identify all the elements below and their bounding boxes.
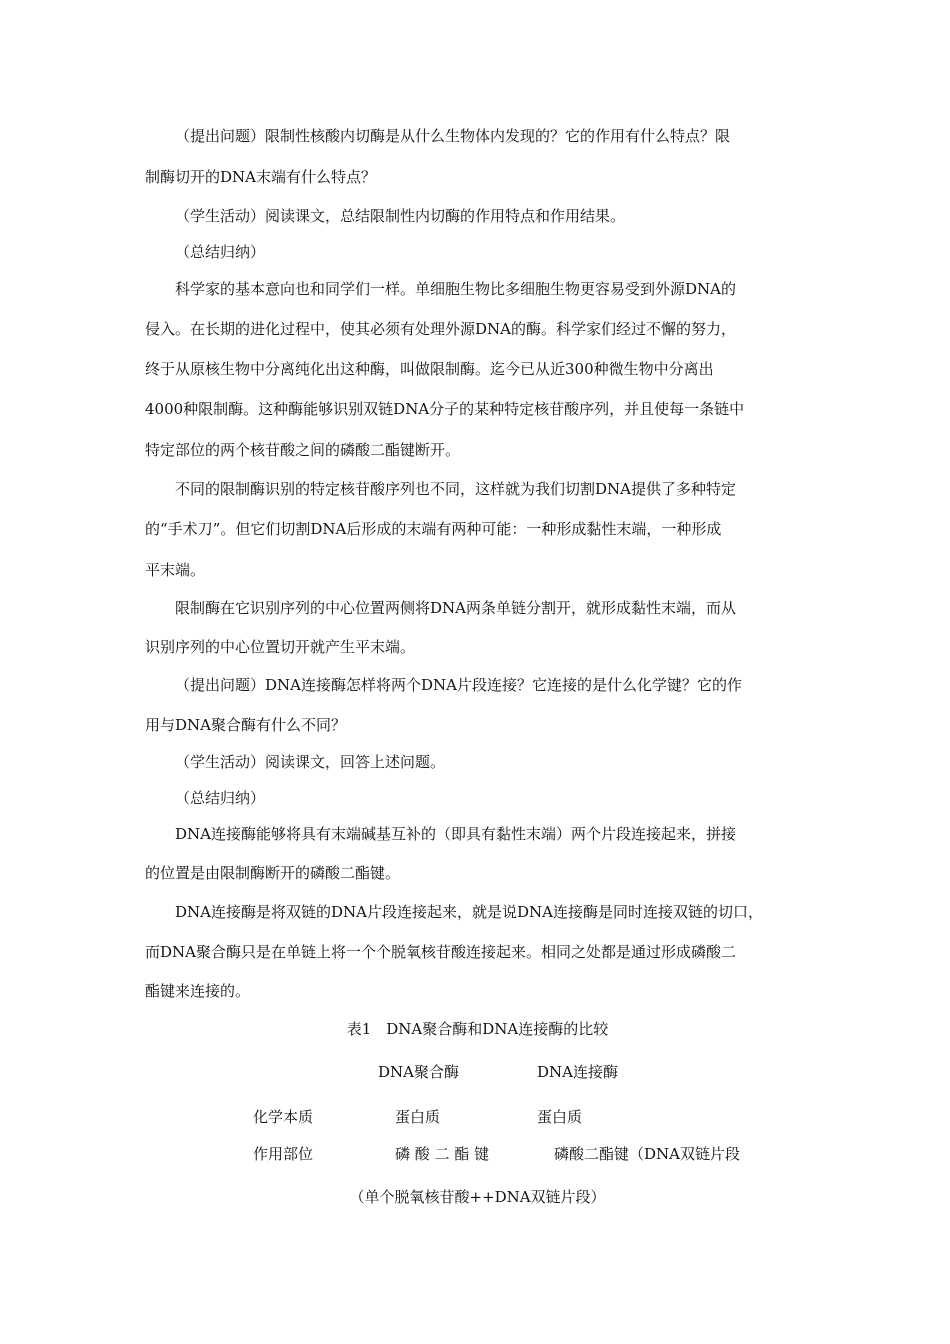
paragraph-8: （学生活动）阅读课文，回答上述问题。 (175, 753, 446, 771)
paragraph-7-line-1: （提出问题）DNA连接酶怎样将两个DNA片段连接？它连接的是什么化学键？它的作 (175, 676, 742, 694)
paragraph-4-line-4: 4000种限制酶。这种酶能够识别双链DNA分子的某种特定核苷酸序列，并且使每一条链中 (145, 400, 745, 418)
paragraph-10-line-2: 的位置是由限制酶断开的磷酸二酯键。 (145, 864, 401, 882)
paragraph-10-line-1: DNA连接酶能够将具有末端碱基互补的（即具有黏性末端）两个片段连接起来，拼接 (175, 825, 736, 843)
paragraph-6-line-2: 识别序列的中心位置切开就产生平末端。 (145, 638, 416, 656)
table-header-dna-polymerase: DNA聚合酶 (378, 1063, 459, 1081)
paragraph-11-line-1: DNA连接酶是将双链的DNA片段连接起来，就是说DNA连接酶是同时连接双链的切口， (175, 903, 763, 921)
paragraph-5-line-3: 平末端。 (145, 561, 206, 579)
paragraph-4-line-3: 终于从原核生物中分离纯化出这种酶，叫做限制酶。迄今已从近300种微生物中分离出 (145, 360, 714, 378)
paragraph-4-line-2: 侵入。在长期的进化过程中，使其必须有处理外源DNA的酶。科学家们经过不懈的努力， (145, 320, 736, 338)
table-header-dna-ligase: DNA连接酶 (537, 1063, 618, 1081)
table-continuation: （单个脱氧核苷酸++DNA双链片段） (349, 1188, 606, 1206)
table-cell-polymerase-site: 磷 酸 二 酯 键 (395, 1145, 490, 1163)
paragraph-5-line-1: 不同的限制酶识别的特定核苷酸序列也不同，这样就为我们切割DNA提供了多种特定 (175, 480, 736, 498)
paragraph-3-heading: （总结归纳） (175, 243, 266, 261)
table-cell-polymerase-nature: 蛋白质 (395, 1108, 441, 1126)
paragraph-5-line-2: 的“手术刀”。但它们切割DNA后形成的末端有两种可能：一种形成黏性末端，一种形成 (145, 520, 722, 538)
paragraph-11-line-2: 而DNA聚合酶只是在单链上将一个个脱氧核苷酸连接起来。相同之处都是通过形成磷酸二 (145, 943, 736, 961)
paragraph-2: （学生活动）阅读课文，总结限制性内切酶的作用特点和作用结果。 (175, 207, 626, 225)
paragraph-1-line-2: 制酶切开的DNA末端有什么特点？ (145, 168, 376, 186)
paragraph-6-line-1: 限制酶在它识别序列的中心位置两侧将DNA两条单链分割开，就形成黏性末端，而从 (175, 599, 736, 617)
table-row-label-chemical-nature: 化学本质 (253, 1108, 314, 1126)
paragraph-9-heading: （总结归纳） (175, 789, 266, 807)
table-row-label-action-site: 作用部位 (253, 1145, 314, 1163)
table-cell-ligase-site: 磷酸二酯键（DNA双链片段 (554, 1145, 740, 1163)
paragraph-4-line-5: 特定部位的两个核苷酸之间的磷酸二酯键断开。 (145, 441, 461, 459)
paragraph-11-line-3: 酯键来连接的。 (145, 982, 251, 1000)
paragraph-4-line-1: 科学家的基本意向也和同学们一样。单细胞生物比多细胞生物更容易受到外源DNA的 (175, 280, 736, 298)
table-cell-ligase-nature: 蛋白质 (537, 1108, 583, 1126)
table-caption: 表1 DNA聚合酶和DNA连接酶的比较 (346, 1020, 609, 1038)
paragraph-1-line-1: （提出问题）限制性核酸内切酶是从什么生物体内发现的？它的作用有什么特点？限 (175, 127, 731, 145)
paragraph-7-line-2: 用与DNA聚合酶有什么不同？ (145, 716, 346, 734)
